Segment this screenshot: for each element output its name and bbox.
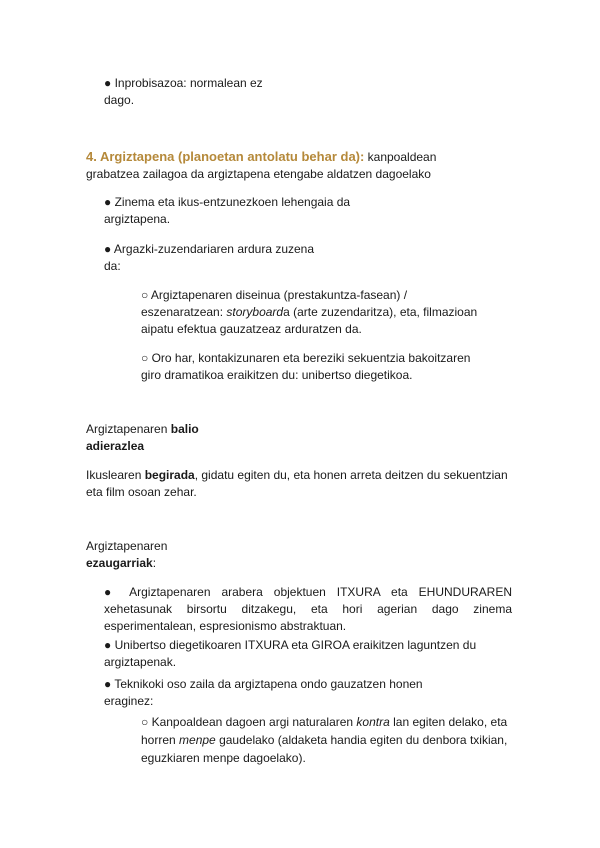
ezaugarriak-line: Argiztapenaren [86, 539, 168, 553]
sub-bullet-diseinua [141, 287, 477, 338]
section-heading-rest: kanpoaldean [364, 150, 437, 164]
bullet-itxura [104, 584, 512, 635]
ezaugarriak-heading [86, 538, 167, 572]
balio-text: Argiztapenaren [86, 422, 171, 436]
bullet-zinema [104, 194, 350, 228]
section-line: grabatzea zailagoa da argiztapena etengabe aldatzen dagoelako [86, 167, 431, 181]
sub-bullet-kanpoaldean [141, 713, 507, 767]
ikuslea-paragraph [86, 467, 508, 501]
sub-bullet-line: ○ Argiztapenaren diseinua (prestakuntza-fasean) / [141, 288, 408, 302]
bullet-line: da: [104, 259, 121, 273]
ezaugarriak-bold: ezaugarriak [86, 556, 153, 570]
bullet-argazki [104, 241, 314, 275]
begirada-bold: begirada [144, 468, 195, 482]
ikuslea-line: eta film osoan zehar. [86, 485, 197, 499]
bullet-line: argiztapena. [104, 212, 171, 226]
balio-bold: balio [170, 422, 199, 436]
bullet-paragraph: ● Argiztapenaren arabera objektuen ITXURA eta EHUNDURAREN xehetasunak birsortu ditzakegu, eta hori agerian dago zinema esperimentalean, espresionismo abstraktuan. [104, 585, 512, 633]
sub-bullet-line: ○ Oro har, kontakizunaren eta bereziki sekuentzia bakoitzaren [141, 351, 471, 365]
storyboard-italic: storyboard [226, 305, 284, 319]
bullet-teknikoki [104, 676, 423, 710]
balio-adierazlea [86, 421, 199, 455]
bullet-line: ● Zinema eta ikus-entzunezkoen lehengaia da [104, 195, 351, 209]
sub-bullet-text: gaudelako (aldaketa handia egiten du denbora txikian, [215, 733, 508, 747]
ezaugarriak-colon: : [152, 556, 157, 570]
sub-bullet-line: eguzkiaren menpe dagoelako). [141, 751, 306, 765]
sub-bullet-orohar [141, 350, 470, 384]
bullet-line: eraginez: [104, 694, 154, 708]
kontra-italic: kontra [356, 715, 390, 729]
sub-bullet-text: horren [141, 733, 180, 747]
adierazlea-bold: adierazlea [86, 439, 145, 453]
section-4-argiztapena [86, 148, 436, 183]
ikuslea-text: Ikuslearen [86, 468, 145, 482]
menpe-italic: menpe [179, 733, 216, 747]
bullet-unibertso [104, 637, 476, 671]
sub-bullet-line: aipatu efektua gauzatzeaz arduratzen da. [141, 322, 362, 336]
bullet-line: dago. [104, 93, 135, 107]
bullet-line: ● Inprobisazoa: normalean ez [104, 76, 263, 90]
bullet-line: ● Argazki-zuzendariaren ardura zuzena [104, 242, 315, 256]
ikuslea-text: , gidatu egiten du, eta honen arreta deitzen du sekuentzian [194, 468, 508, 482]
sub-bullet-text: ○ Kanpoaldean dagoen argi naturalaren [141, 715, 357, 729]
bullet-line: argiztapenak. [104, 655, 177, 669]
sub-bullet-text: a (arte zuzendaritza), eta, filmazioan [283, 305, 478, 319]
bullet-line: ● Teknikoki oso zaila da argiztapena ondo gauzatzen honen [104, 677, 423, 691]
bullet-inprobisazoa [104, 75, 263, 109]
sub-bullet-text: eszenaratzean: [141, 305, 227, 319]
sub-bullet-text: lan egiten delako, eta [389, 715, 508, 729]
sub-bullet-line: giro dramatikoa eraikitzen du: unibertso diegetikoa. [141, 368, 413, 382]
bullet-line: ● Unibertso diegetikoaren ITXURA eta GIROA eraikitzen laguntzen du [104, 638, 477, 652]
section-heading: 4. Argiztapena (planoetan antolatu behar da): [86, 149, 365, 164]
